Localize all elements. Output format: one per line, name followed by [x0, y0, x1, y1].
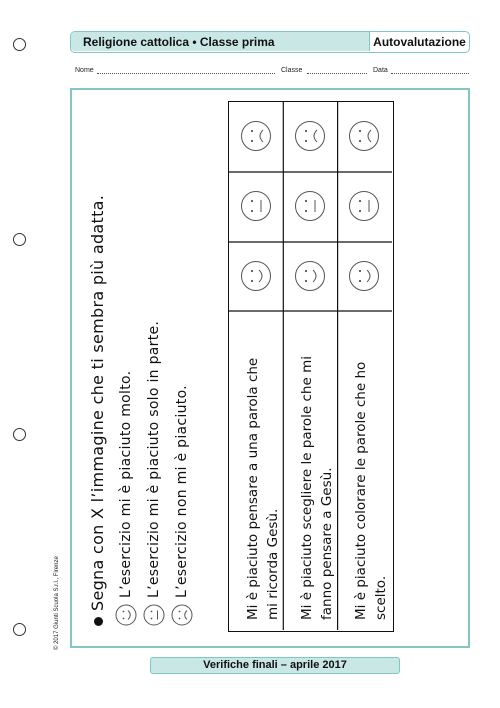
date-field[interactable]	[391, 73, 469, 74]
class-field[interactable]	[307, 73, 367, 74]
sad-face-icon[interactable]	[240, 120, 272, 152]
sad-face-icon	[171, 604, 193, 626]
option-line	[112, 195, 140, 626]
statement-line: Mi è piaciuto colorare le parole che ho	[353, 361, 369, 620]
statement-line: scelto.	[373, 575, 389, 620]
student-fields	[75, 67, 470, 79]
copyright: © 2017 Giunti Scuola S.r.l., Firenze	[54, 556, 60, 650]
statement-line: fanno pensare a Gesù.	[319, 467, 335, 620]
subject-title: Religione cattolica • Classe prima	[83, 35, 275, 49]
instructions	[84, 195, 196, 626]
section-title: Autovalutazione	[373, 35, 466, 49]
bullet-icon	[94, 617, 103, 626]
binder-hole	[13, 428, 26, 441]
binder-hole	[13, 233, 26, 246]
neutral-face-icon	[143, 604, 165, 626]
happy-face-icon[interactable]	[240, 260, 272, 292]
name-field[interactable]	[97, 73, 275, 74]
statement-cell	[297, 315, 337, 620]
evaluation-table	[228, 101, 394, 632]
statement-cell	[351, 315, 391, 620]
neutral-face-icon[interactable]	[348, 190, 380, 222]
page-header	[70, 31, 470, 53]
instruction-title: Segna con X l’immagine che ti sembra più adatta.	[88, 194, 107, 611]
happy-face-icon[interactable]	[294, 260, 326, 292]
option-line	[140, 195, 168, 626]
neutral-face-icon[interactable]	[240, 190, 272, 222]
option-text: L’esercizio non mi è piaciuto.	[174, 385, 190, 598]
binder-hole	[13, 623, 26, 636]
class-label: Classe	[281, 67, 303, 74]
subject-banner	[71, 32, 369, 51]
section-box	[369, 32, 469, 51]
neutral-face-icon[interactable]	[294, 190, 326, 222]
instruction-title-line	[84, 195, 112, 626]
statement-line: Mi è piaciuto pensare a una parola che	[245, 357, 261, 620]
sad-face-icon[interactable]	[348, 120, 380, 152]
page-footer: Verifiche finali – aprile 2017	[150, 657, 400, 674]
option-text: L’esercizio mi è piaciuto molto.	[118, 370, 134, 598]
statement-line: Mi è piaciuto scegliere le parole che mi	[299, 356, 315, 620]
sad-face-icon[interactable]	[294, 120, 326, 152]
date-label: Data	[373, 67, 388, 74]
happy-face-icon[interactable]	[348, 260, 380, 292]
option-line	[168, 195, 196, 626]
happy-face-icon	[115, 604, 137, 626]
binder-hole	[13, 38, 26, 51]
name-label: Nome	[75, 67, 94, 74]
statement-line: mi ricorda Gesù.	[265, 508, 281, 620]
statement-cell	[243, 315, 283, 620]
option-text: L’esercizio mi è piaciuto solo in parte.	[146, 320, 162, 598]
